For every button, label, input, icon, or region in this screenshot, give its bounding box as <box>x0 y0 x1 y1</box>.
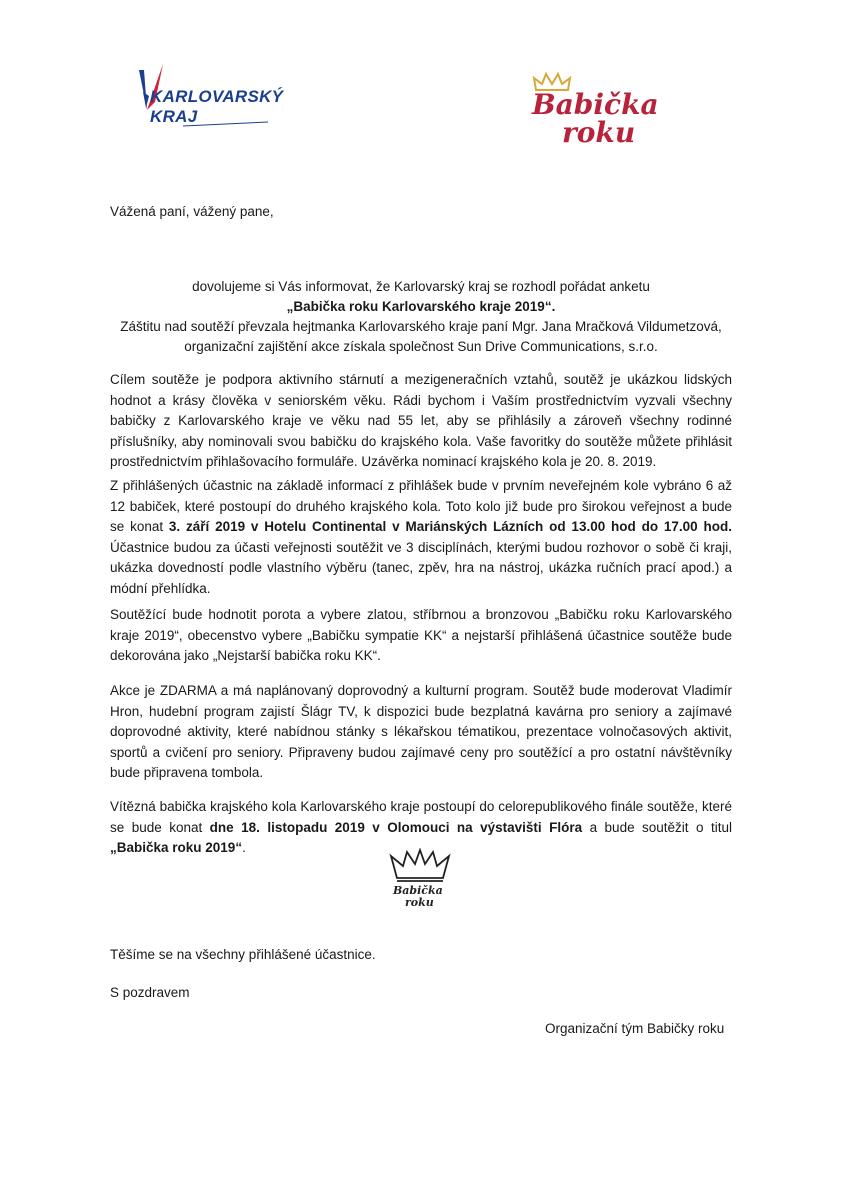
paragraph-5-bold-title: „Babička roku 2019“ <box>110 840 243 855</box>
closing-line: Těšíme se na všechny přihlášené účastnice. <box>110 947 376 962</box>
paragraph-1: Cílem soutěže je podpora aktivního stárnutí a mezigeneračních vztahů, soutěž je ukázkou lidských hodnot a krásy člověka v seniorském věku. Rádi bychom i Vaším prostřednictvím vyzvali všechny babičky z Karlovarského kraje ve věku nad 55 let, aby se přihlásily a zároveň všechny rodinné příslušníky, aby nominovali svou babičku do krajského kola. Vaše favoritky do soutěže můžete přihlásit prostřednictvím přihlašovacího formuláře. Uzávěrka nominací krajského kola je 20. 8. 2019. <box>110 372 732 469</box>
small-crown-icon <box>385 848 455 884</box>
salutation: Vážená paní, vážený pane, <box>110 204 274 219</box>
babicka-logo-text-line1: Babička <box>532 88 659 121</box>
paragraph-5-bold: dne 18. listopadu 2019 v Olomouci na výstavišti Flóra <box>209 819 583 835</box>
paragraph-2-bold: 3. září 2019 v Hotelu Continental v Mariánských Lázních od 13.00 hod do 17.00 hod. <box>168 519 732 534</box>
paragraph-2-text-b: Účastnice budou za účasti veřejnosti soutěžit ve 3 disciplínách, kterými budou rozhovor o sobě či kraji, ukázka dovedností podle vlastního výběru (tanec, zpěv, hra na nástroj, ukázka ručních prací apod.) a módní přehlídka. <box>110 539 732 596</box>
paragraph-3: Soutěžící bude hodnotit porota a vybere zlatou, stříbrnou a bronzovou „Babičku roku Karlovarského kraje 2019“, obecenstvo vybere „Babičku sympatie KK“ a nejstarší přihlášená účastnice soutěže bude dekorována jako „Nejstarší babička roku KK“. <box>110 607 732 663</box>
paragraph-5-text-c: . <box>242 840 246 855</box>
regards: S pozdravem <box>110 985 190 1000</box>
kk-logo-text-line2: KRAJ <box>150 107 198 126</box>
paragraph-4: Akce je ZDARMA a má naplánovaný doprovodný a kulturní program. Soutěž bude moderovat Vladimír Hron, hudební program zajistí Šlágr TV, k dispozici bude bezplatná kavárna pro seniory a zajímavé doprovodné aktivity, které nabídnou stánky s lékařskou tématikou, prezentace volnočasových aktivit, sportů a cvičení pro seniory. Připraveny budou zajímavé ceny pro soutěžící a pro ostatní návštěvníky bude připravena tombola. <box>110 683 732 780</box>
babicka-logo-text-line2: roku <box>562 116 636 149</box>
intro-line-1: dovolujeme si Vás informovat, že Karlovarský kraj se rozhodl pořádat anketu <box>192 279 650 294</box>
kk-logo-text-line1: KARLOVARSKÝ <box>150 87 284 106</box>
babicka-roku-logo <box>528 72 668 162</box>
babicka-roku-small-logo <box>385 848 455 910</box>
paragraph-2 <box>110 476 732 599</box>
small-logo-text-line1: Babička <box>393 884 443 897</box>
small-logo-text-line2: roku <box>405 896 434 909</box>
karlovarsky-kraj-logo <box>133 62 283 132</box>
intro-line-3: Záštitu nad soutěží převzala hejtmanka Karlovarského kraje paní Mgr. Jana Mračková Vildumetzová, <box>120 319 722 334</box>
paragraph-5-text-b: a bude soutěžit o titul <box>582 819 732 835</box>
paragraph-2-text-a: Z přihlášených účastnic na základě informací z přihlášek bude v prvním neveřejném kole vybráno 6 až 12 babiček, které postoupí do druhého krajského kola. Toto kolo již bude pro širokou veřejnost a bude se konat <box>110 478 732 534</box>
kk-underline <box>133 62 283 132</box>
intro-line-4: organizační zajištění akce získala společnost Sun Drive Communications, s.r.o. <box>184 339 658 354</box>
signature: Organizační tým Babičky roku <box>545 1021 725 1036</box>
paragraph-5-text-a: Vítězná babička krajského kola Karlovarského kraje postoupí do celorepublikového finále soutěže, které se bude konat <box>110 799 732 835</box>
intro-line-2: „Babička roku Karlovarského kraje 2019“. <box>286 299 556 314</box>
